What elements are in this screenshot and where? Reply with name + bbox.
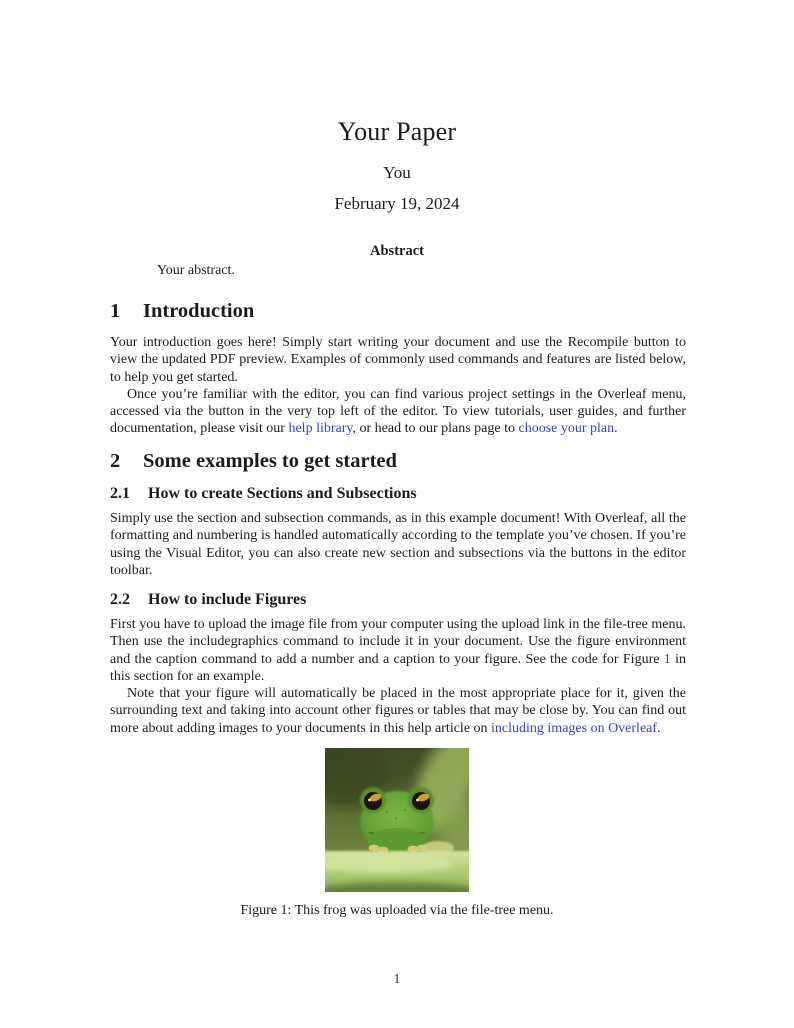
paragraph <box>110 616 686 685</box>
abstract-text: Your abstract. <box>157 263 235 278</box>
section-heading-introduction <box>110 300 688 323</box>
subsection-number: 2.1 <box>110 485 130 502</box>
paragraph-text: . <box>614 421 618 437</box>
paragraph-text: , or head to our plans page to <box>352 421 519 437</box>
figure-image-frog <box>325 748 469 892</box>
subsection-heading-figures <box>110 591 688 609</box>
paragraph <box>110 685 686 737</box>
section-number: 2 <box>110 450 121 472</box>
paper-title: Your Paper <box>337 117 457 146</box>
subsection-figures-body <box>110 616 686 737</box>
page-number: 1 <box>393 972 401 987</box>
paragraph-text: First you have to upload the image file from your computer using the upload link in the file-tree menu. Then use the includegraphics command to include it in your document. Use the figure environment and the caption command to add a number and a caption to your figure. See the code for Figure <box>110 617 686 667</box>
paragraph-text: in this section for an example. <box>110 651 686 684</box>
abstract-heading: Abstract <box>370 243 424 259</box>
paragraph-text: Note that your figure will automatically be placed in the most appropriate place for it, given the surrounding text and taking into account other figures or tables that may be close by. You can find out more about adding images to your documents in this help article on <box>110 686 686 736</box>
frog-photo-illustration <box>325 748 469 892</box>
figure-caption: Figure 1: This frog was uploaded via the file-tree menu. <box>240 903 554 918</box>
subsection-heading-sections <box>110 485 688 503</box>
section-number: 1 <box>110 300 121 322</box>
figure-1-reference-link[interactable]: 1 <box>663 651 671 667</box>
help-library-link[interactable]: help library <box>288 421 353 437</box>
paper-date: February 19, 2024 <box>334 194 460 213</box>
subsection-number: 2.2 <box>110 591 130 608</box>
introduction-body <box>110 334 686 438</box>
section-title: Some examples to get started <box>143 450 397 472</box>
paragraph <box>110 386 686 438</box>
subsection-title: How to include Figures <box>148 591 307 608</box>
paragraph: Simply use the section and subsection commands, as in this example document! With Overleaf, all the formatting and numbering is handled automatically according to the template you’ve chosen. If you’re using the Visual Editor, you can also create new section and subsections via the buttons in the editor toolbar. <box>110 511 686 578</box>
subsection-sections-body <box>110 510 686 579</box>
subsection-title: How to create Sections and Subsections <box>148 485 417 502</box>
section-title: Introduction <box>143 300 255 322</box>
section-heading-examples <box>110 450 688 473</box>
paragraph-text: Once you’re familiar with the editor, you can find various project settings in the Overleaf menu, accessed via the button in the very top left of the editor. To view tutorials, user guides, and further documentation, please visit our <box>110 386 686 437</box>
including-images-link[interactable]: including images on Overleaf <box>491 720 658 736</box>
choose-your-plan-link[interactable]: choose your plan <box>518 421 615 437</box>
paragraph-text: . <box>657 720 661 736</box>
paper-author: You <box>383 163 411 182</box>
paragraph: Your introduction goes here! Simply start writing your document and use the Recompile button to view the updated PDF preview. Examples of commonly used commands and features are listed below, to help you get started. <box>110 335 686 385</box>
